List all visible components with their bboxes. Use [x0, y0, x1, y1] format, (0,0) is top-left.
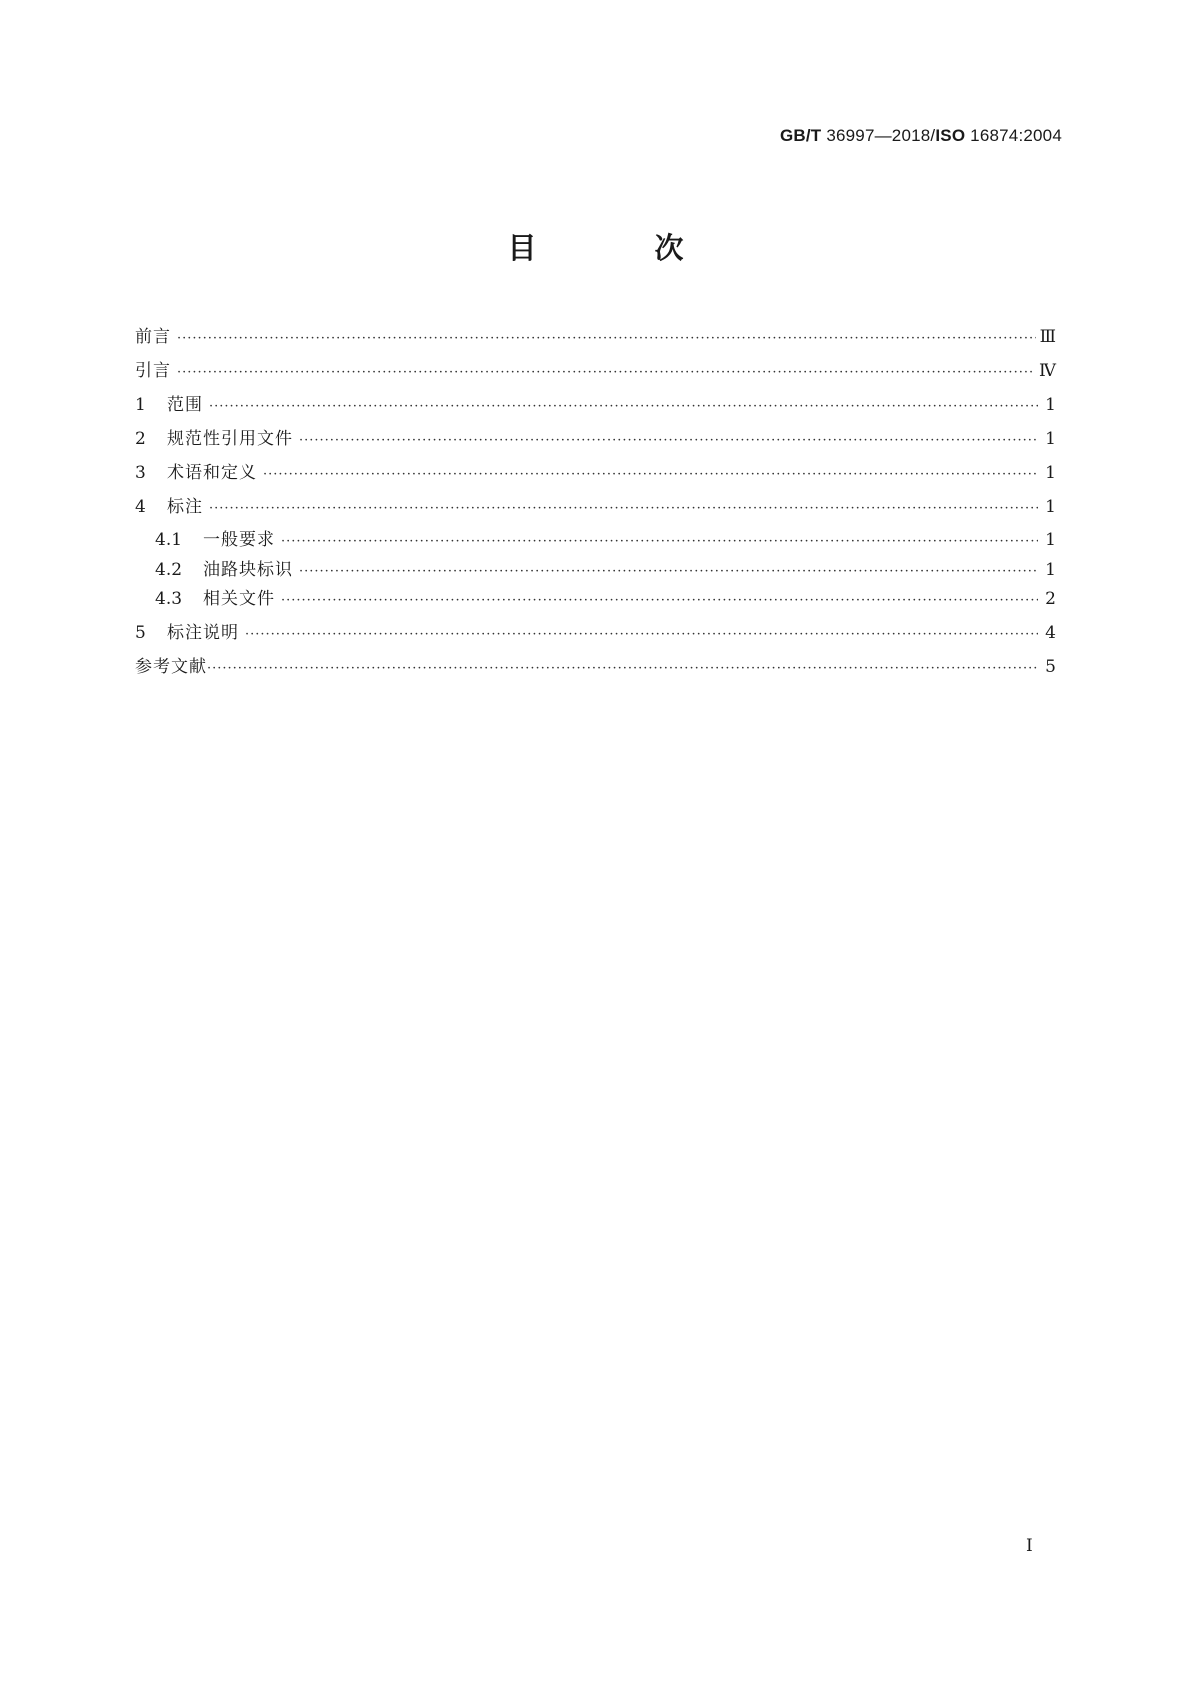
- toc-item-manifold-identification[interactable]: [155, 557, 1056, 583]
- toc-label: 参考文献: [135, 657, 207, 677]
- toc-page: Ⅲ: [1039, 327, 1056, 347]
- toc-item-terms-definitions[interactable]: [135, 460, 1056, 486]
- toc-leader-dots: [281, 529, 1038, 555]
- toc-label: 前言: [135, 327, 171, 347]
- toc-leader-dots: [263, 462, 1038, 488]
- code-iso: ISO: [935, 126, 966, 145]
- toc-leader-dots: [209, 496, 1038, 522]
- toc-item-bibliography[interactable]: [135, 654, 1056, 680]
- toc-item-general-requirements[interactable]: [155, 527, 1056, 553]
- toc-number: 1: [135, 395, 146, 415]
- page-number: Ⅰ: [1026, 1536, 1033, 1556]
- code-iso-rest: 16874:2004: [965, 126, 1062, 145]
- document-code: [780, 126, 1062, 146]
- toc-number: 4.1: [155, 530, 183, 550]
- toc-page: 1: [1045, 429, 1056, 449]
- toc-leader-dots: [281, 588, 1038, 614]
- toc-page: 2: [1045, 589, 1056, 609]
- toc-item-scope[interactable]: [135, 392, 1056, 418]
- toc-leader-dots: [299, 559, 1038, 585]
- toc-label: 标注: [167, 497, 203, 517]
- toc-page: 1: [1045, 395, 1056, 415]
- toc-page: 1: [1045, 497, 1056, 517]
- toc-leader-dots: [177, 326, 1036, 352]
- code-main: 36997—2018/: [821, 126, 936, 145]
- toc-page: 4: [1045, 623, 1056, 643]
- toc-leader-dots: [177, 360, 1035, 386]
- toc-label: 一般要求: [203, 530, 275, 550]
- toc-leader-dots: [209, 394, 1038, 420]
- toc-page: 1: [1045, 463, 1056, 483]
- toc-leader-dots: [299, 428, 1038, 454]
- toc-item-related-documents[interactable]: [155, 586, 1056, 612]
- toc-label: 术语和定义: [167, 463, 257, 483]
- toc-page: 1: [1045, 530, 1056, 550]
- toc-label: 标注说明: [167, 623, 239, 643]
- toc-number: 3: [135, 463, 146, 483]
- toc-number: 4: [135, 497, 146, 517]
- toc-label: 范围: [167, 395, 203, 415]
- toc-label: 油路块标识: [203, 560, 293, 580]
- toc-page: Ⅳ: [1039, 361, 1056, 381]
- toc-label: 规范性引用文件: [167, 429, 293, 449]
- toc-leader-dots: [207, 656, 1038, 682]
- toc-item-marking-description[interactable]: [135, 620, 1056, 646]
- toc-number: 5: [135, 623, 146, 643]
- code-prefix: GB/T: [779, 126, 822, 145]
- toc-item-normative-references[interactable]: [135, 426, 1056, 452]
- toc-item-introduction[interactable]: [135, 358, 1056, 384]
- toc-page: 5: [1045, 657, 1056, 677]
- toc-number: 4.2: [155, 560, 183, 580]
- toc-page: 1: [1045, 560, 1056, 580]
- toc-label: 相关文件: [203, 589, 275, 609]
- toc-leader-dots: [245, 622, 1038, 648]
- toc-item-foreword[interactable]: [135, 324, 1056, 350]
- toc-label: 引言: [135, 361, 171, 381]
- toc-number: 4.3: [155, 589, 183, 609]
- page-title: 目 次: [507, 231, 738, 265]
- toc-number: 2: [135, 429, 146, 449]
- toc-item-marking[interactable]: [135, 494, 1056, 520]
